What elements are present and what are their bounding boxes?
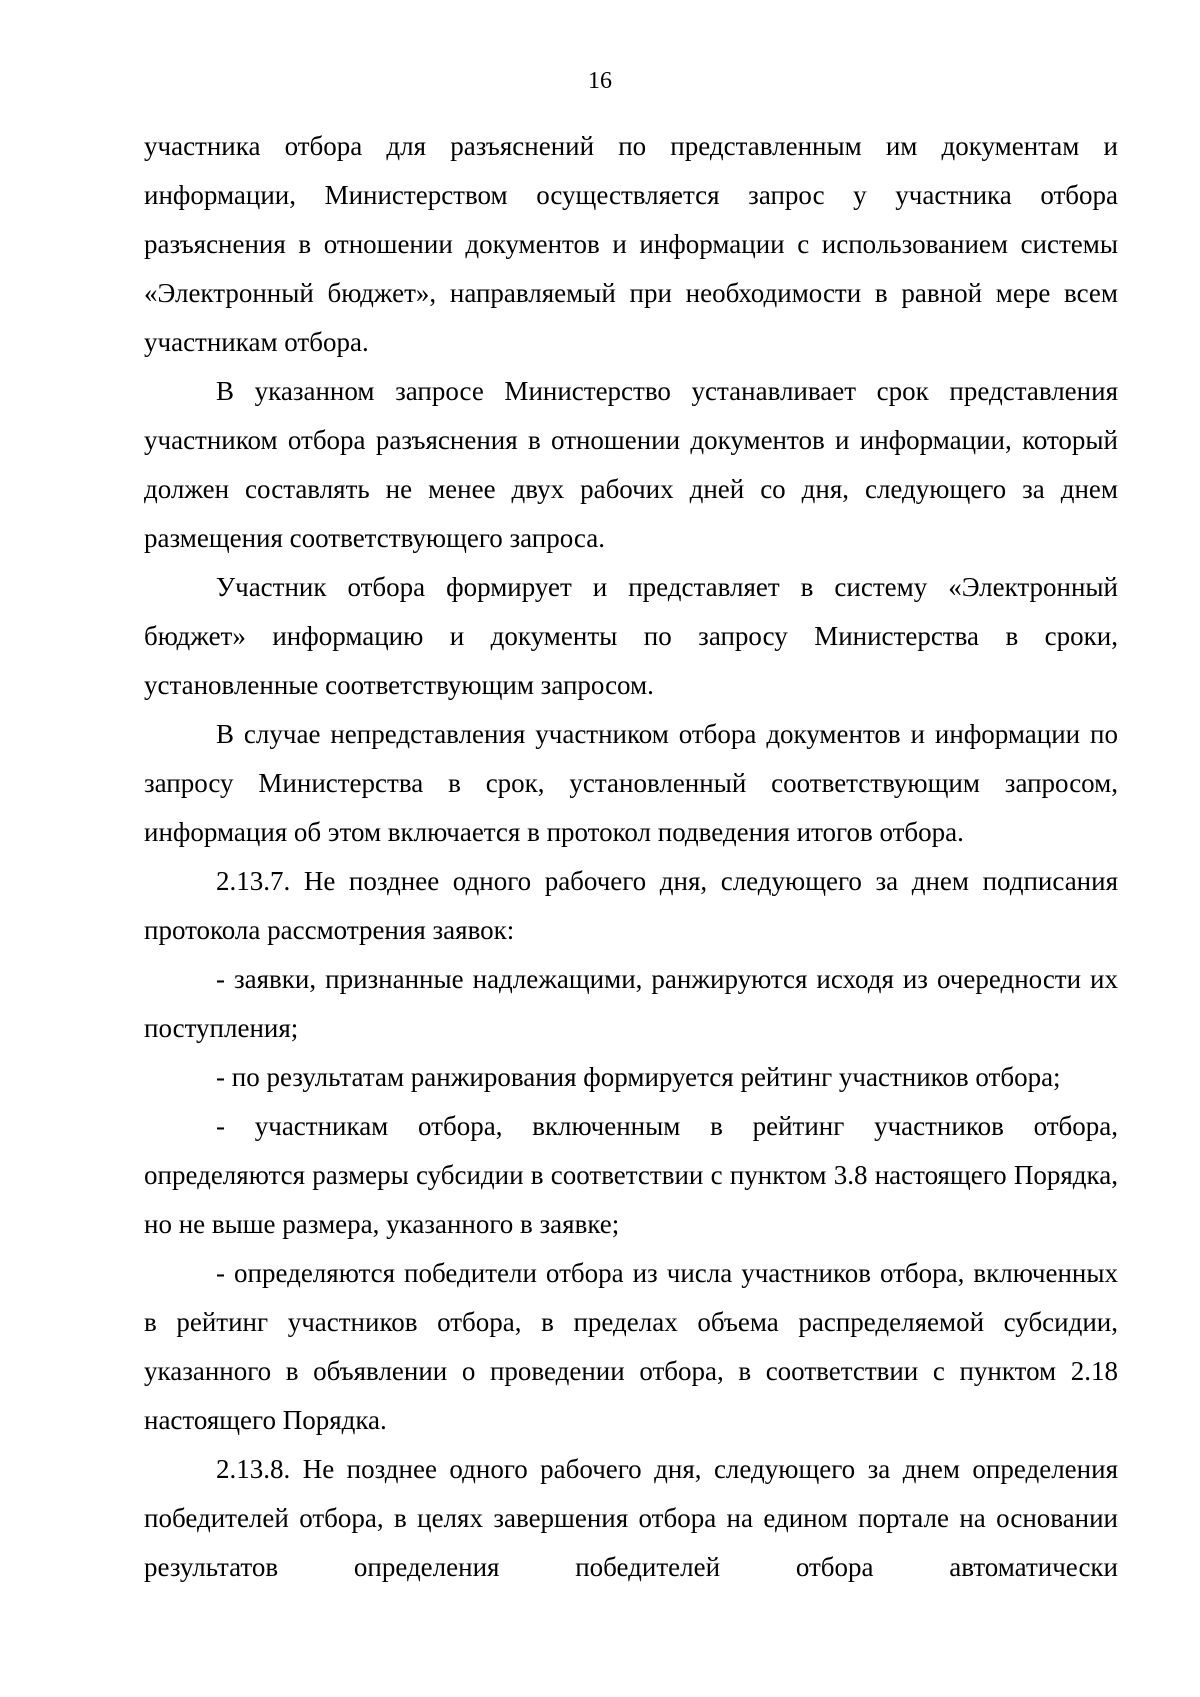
list-item-winners: - определяются победители отбора из числа участников отбора, включенных в рейтинг участников отбора, в пределах объема распределяемой субсидии, указанного в объявлении о проведении отбора, в соответствии с пунктом 2.18 настоящего Порядка. [144, 1258, 1118, 1435]
paragraph-continued: участника отбора для разъяснений по представленным им документам и информации, Министерством осуществляется запрос у участника отбора разъяснения в отношении документов и информации с использованием системы «Электронный бюджет», направляемый при необходимости в равной мере всем участникам отбора. [144, 131, 1118, 357]
list-item-subsidy-size: - участникам отбора, включенным в рейтинг участников отбора, определяются размеры субсидии в соответствии с пунктом 3.8 настоящего Порядка, но не выше размера, указанного в заявке; [144, 1111, 1118, 1239]
paragraph-participant-response: Участник отбора формирует и представляет в систему «Электронный бюджет» информацию и документы по запросу Министерства в сроки, установленные соответствующим запросом. [144, 572, 1118, 700]
list-item-rating: - по результатам ранжирования формируется рейтинг участников отбора; [216, 1062, 1061, 1092]
paragraph-non-submission: В случае непредставления участником отбора документов и информации по запросу Министерства в срок, установленный соответствующим запросом, информация об этом включается в протокол подведения итогов отбора. [144, 719, 1118, 847]
paragraph-2-13-8: 2.13.8. Не позднее одного рабочего дня, следующего за днем определения победителей отбора, в целях завершения отбора на едином портале на основании результатов определения победителей отбора автоматически [144, 1454, 1118, 1582]
document-body [144, 122, 1118, 1592]
paragraph-2-13-7: 2.13.7. Не позднее одного рабочего дня, следующего за днем подписания протокола рассмотрения заявок: [144, 866, 1118, 945]
page-number: 16 [588, 68, 612, 94]
list-item-ranking: - заявки, признанные надлежащими, ранжируются исходя из очередности их поступления; [144, 964, 1118, 1043]
paragraph-request-deadline: В указанном запросе Министерство устанавливает срок представления участником отбора разъяснения в отношении документов и информации, который должен составлять не менее двух рабочих дней со дня, следующего за днем размещения соответствующего запроса. [144, 376, 1118, 553]
